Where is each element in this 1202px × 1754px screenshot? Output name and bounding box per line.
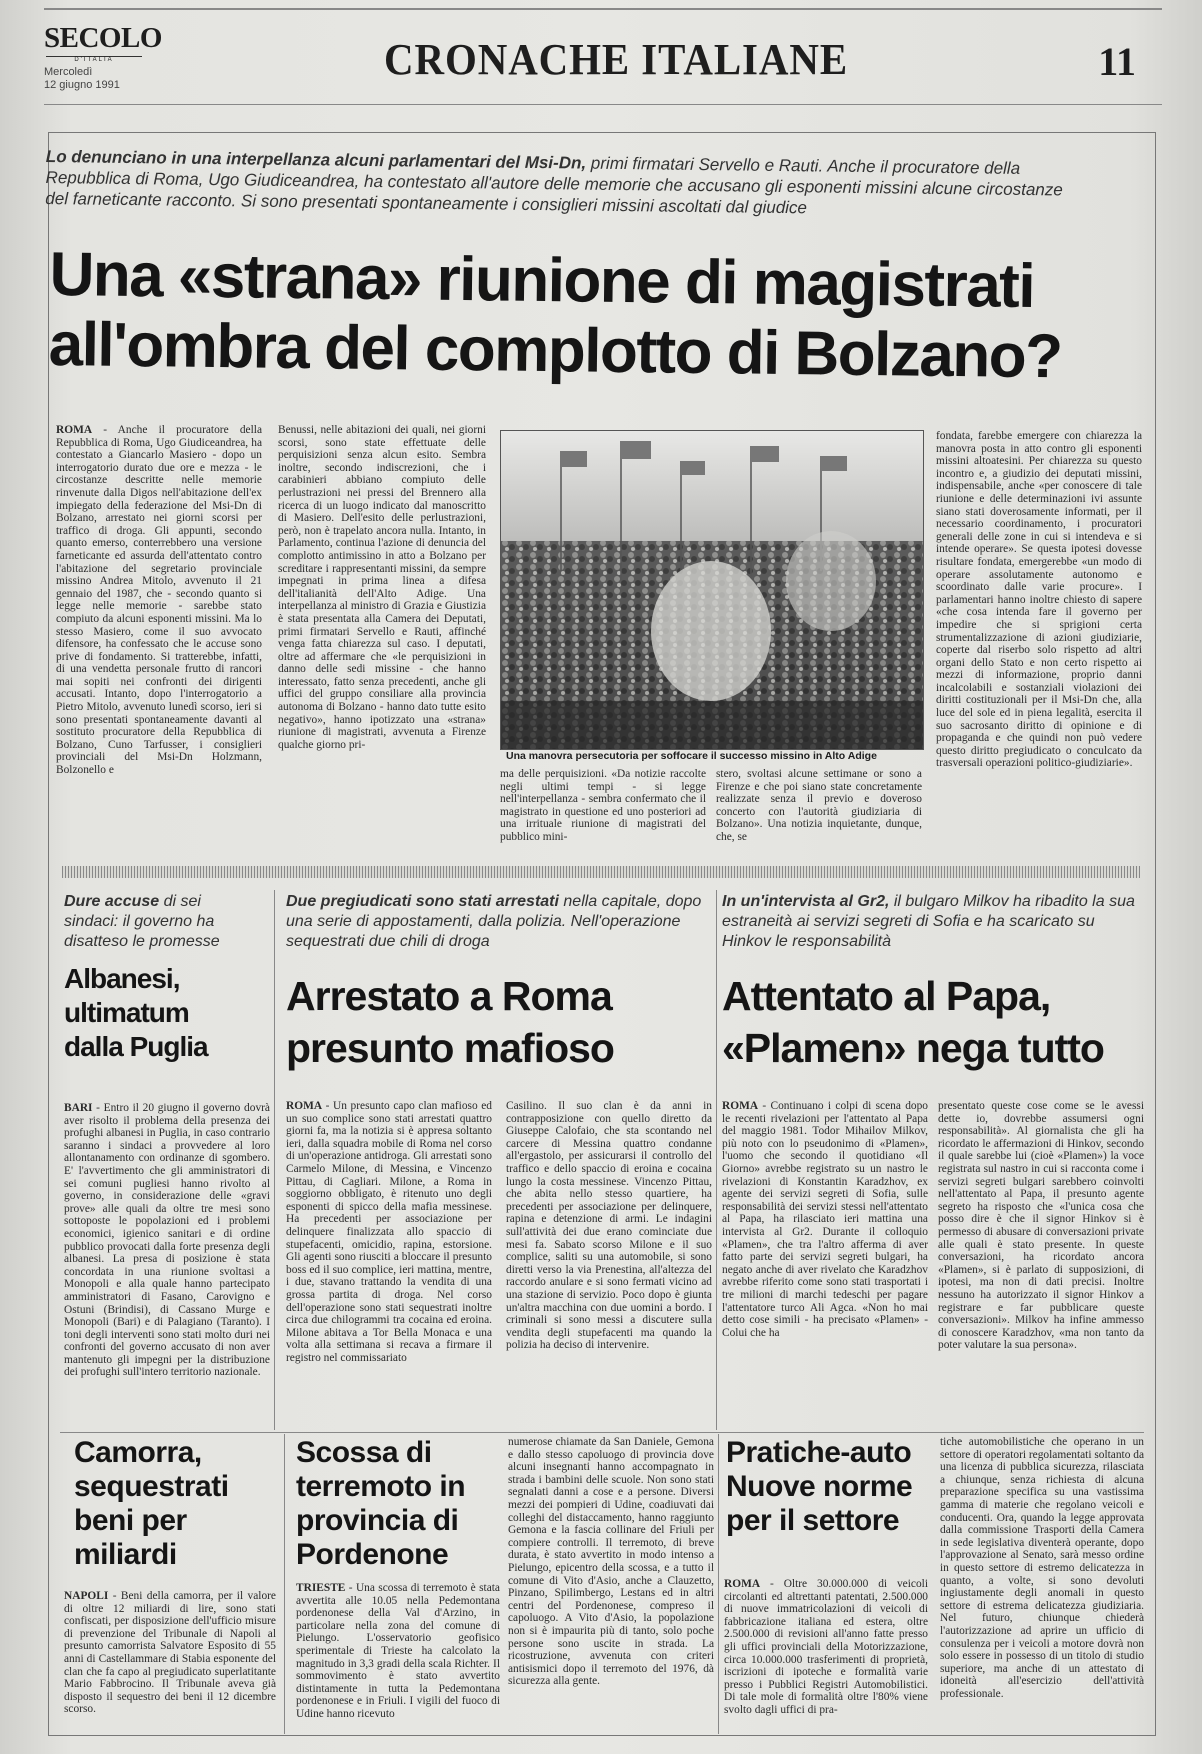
albanesi-headline: Albanesi, ultimatum dalla Puglia (64, 963, 208, 1062)
column-rule-2 (716, 890, 717, 1430)
lead-kicker (45, 146, 1086, 222)
pratiche-column-2 (940, 1436, 1144, 1734)
terremoto-headline: Scossa di terremoto in provincia di Pordenone (296, 1436, 466, 1571)
papa-kicker (722, 892, 1142, 952)
section-divider-band (62, 866, 1140, 878)
pratiche-column-1 (724, 1578, 928, 1734)
papa-column-1 (722, 1100, 928, 1428)
arresto-column-1-text: - Un presunto capo clan mafioso ed un suo complice sono stati arrestati quattro giorni fa, ma la notizia si è appresa soltanto ieri, dalla squadra mobile di Roma nel corso di un'operazione antidroga. Gli arrestati sono Carmelo Milone, di Messina, e Vincenzo Pittau, di Cagliari. Milone, a Roma in soggiorno obbligato, è ritenuto uno degli esponenti di spicco della mafia messinese. Ha precedenti per associazione per delinquere finalizzata allo spaccio di stupefacenti, omicidio, rapina, estorsione. Gli agenti sono riusciti a bloccare il presunto boss ed il suo complice, ieri mattina, mentre, i due, stavano trattando la vendita di una grossa partita di droga. Nel corso dell'operazione sono stati sequestrati inoltre circa due chilogrammi tra cocaina ed eroina. Milone abitava a Tor Bella Monaca e una volta alla settimana si recava a firmare il registro nel commissariato (286, 1100, 492, 1364)
terremoto-column-2-text: numerose chiamate da San Daniele, Gemona e dallo stesso capoluogo di provincia dove alcuni insegnanti hanno accompagnato in strada i bambini delle scuole. Non sono stati segnalati danni a cose e a persone. Diversi mezzi dei pompieri di Udine, coadiuvati dai colleghi del distaccamento, hanno raggiunto Gemona e la fascia collinare del Friuli per compiere controlli. Il terremoto, di breve durata, è stato avvertito in modo intenso a Pielungo, epicentro della scossa, e a tutto il comune di Vito d'Asio, anche a Clauzetto, Pinzano, Spilimbergo, Lestans ed in altri centri del Pordenonese, compreso il capoluogo. A Vito d'Asio, la popolazione non si è impaurita più di tanto, solo poche persone sono uscite in strada. La ricostruzione, avvenuta con criteri antisismici dopo il terremoto del 1976, dà sicurezza alla gente. (508, 1436, 714, 1688)
papa-headline-line-2: «Plamen» nega tutto (722, 1025, 1104, 1071)
papa-column-1-text: - Continuano i colpi di scena dopo le recenti rivelazioni per l'attentato al Papa del maggio 1981. Todor Mihailov Milkov, più noto con lo pseudonimo di «Plamen», l'uomo che secondo il quotidiano «Il Giorno» avrebbe registrato su un nastro le rivelazioni di Konstantin Karadzhov, ex agente dei servizi segreti di Sofia, sulle responsabilità dei servizi stessi nell'attentato al Papa, ha rilasciato ieri mattina una intervista al Gr2. Durante il colloquio «Plamen», che tra l'altro afferma di aver fatto parte dei servizi segreti bulgari, ha negato anche di aver rivelato che Karadzhov avrebbe riferito come sono stati trasportati i tre milioni di marchi tedeschi per pagare l'attentatore turco Ali Agca. «Non ho mai detto cose simili - ha precisato «Plamen» - Colui che ha (722, 1100, 928, 1339)
lead-column-3-text: ma delle perquisizioni. «Da notizie raccolte negli ultimi tempi - si legge nell'interpellanza - sembra confermato che il magistrato in questione ed uno posteriori ad una irrituale riunione di magistrati del pubblico mini- (500, 768, 706, 843)
papa-headline (722, 970, 1152, 1074)
papa-kicker-text: il bulgaro Milkov ha ribadito la sua estraneità ai servizi segreti di Sofia e ha scaricato su Hinkov le responsabilità (722, 893, 1135, 950)
camorra-headline: Camorra, sequestrati beni per miliardi (74, 1436, 229, 1571)
papa-dateline: ROMA (722, 1100, 759, 1112)
terremoto-column-2 (508, 1436, 714, 1734)
crowd-photo-icon (501, 431, 923, 749)
arresto-column-1 (286, 1100, 492, 1428)
lead-headline (48, 240, 1100, 393)
papa-kicker-bold: In un'intervista al Gr2, (722, 893, 890, 910)
arresto-kicker (286, 892, 706, 952)
issue-date (44, 66, 120, 92)
issue-day: 12 giugno 1991 (44, 79, 120, 91)
albanesi-kicker-text: di sei sindaci: il governo ha disatteso le promesse (64, 893, 220, 950)
lead-column-5 (936, 430, 1142, 852)
section-title: CRONACHE ITALIANE (384, 35, 849, 84)
masthead-rule (44, 104, 1162, 105)
column-rule-1 (274, 890, 275, 1430)
pratiche-column-1-text: - Oltre 30.000.000 di veicoli circolanti ed altrettanti patentati, 2.500.000 di nuove immatricolazioni di veicoli di fabbricazione italiana ed estera, oltre 2.500.000 di revisioni all'anno fatte presso gli uffici provinciali della Motorizzazione, circa 10.000.000 trasferimenti di proprietà, iscrizioni di ipoteche e formalità varie presso i Pubblici Registri Automobilistici. Di tale mole di formalità oltre l'80% viene svolto dagli uffici di pra- (724, 1578, 928, 1716)
terremoto-column-1-text: - Una scossa di terremoto è stata avvertita alle 10.05 nella Pedemontana pordenonese della Val d'Arzino, in particolare nella zona del comune di Pielungo. L'osservatorio geofisico sperimentale di Trieste ha calcolato la magnitudo in 3,3 gradi della scala Richter. Il sommovimento è stato avvertito distintamente in tutta la Pedemontana pordenonese e in Friuli. I vigili del fuoco di Udine hanno ricevuto (296, 1582, 500, 1720)
lead-headline-line-1: Una «strana» riunione di magistrati (49, 240, 1035, 322)
lead-column-5-text: fondata, farebbe emergere con chiarezza la manovra posta in atto contro gli esponenti missini altoatesini. Per chiarezza su questo incontro e, a giudizio dei deputati missini, indispensabile, anche «per conoscere di tale riunione e delle determinazioni ivi assunte siano stati doverosamente informati, per il necessario coordinamento, i procuratori generali delle zone in cui si intendeva e si intende operare». Se questa ipotesi dovesse risultare fondata, emergerebbe «un modo di operare assolutamente autonomo e scoordinato dalle varie procure». I parlamentari hanno inoltre chiesto di sapere «che cosa intenda fare il governo per impedire che si sprigioni certa strumentalizzazione di azioni giudiziarie, coperte dal riserbo solo rispetto ad altri organi dello Stato e non certo rispetto ai mezzi di informazione, proprio danni incalcolabili e sostanziali violazioni dei diritti costituzionali per il Msi-Dn che, alla luce del sole ed in piena legalità, esercita il suo sacrosanto diritto di opinione e di propaganda e che quindi non può vedere questo diritto pregiudicato o conculcato da trasversali operazioni politico-giudiziarie». (936, 430, 1142, 770)
arresto-column-2 (506, 1100, 712, 1428)
masthead (44, 20, 1144, 110)
lead-column-2 (278, 424, 486, 852)
camorra-body (64, 1590, 276, 1734)
papa-column-2 (938, 1100, 1144, 1428)
pratiche-dateline: ROMA (724, 1578, 761, 1590)
arresto-kicker-text: nella capitale, dopo una serie di appostamenti, dalla polizia. Nell'operazione sequestrati due chili di droga (286, 893, 702, 950)
lead-photo (500, 430, 924, 750)
arresto-headline-line-1: Arrestato a Roma (286, 973, 612, 1019)
page-number: 11 (1098, 39, 1136, 84)
pratiche-column-2-text: tiche automobilistiche che operano in un settore di operatori regolamentati soltanto da una licenza di pubblica sicurezza, rilasciata a chiunque, senza richiesta di alcuna preparazione specifica su una vastissima gamma di materie che regolano veicoli e conducenti. Ora, quando la legge approvata dalla commissione Trasporti della Camera in sede legislativa diventerà operante, dopo l'approvazione al Senato, sarà messo ordine in questo settore di estremo delicatezza in quanto, a volte, si sono devoluti ingiustamente degli anomali in questo settore di estrema delicatezza giudiziaria. Nel futuro, chiunque chiederà l'autorizzazione ad aprire un ufficio di consulenza per i veicoli a motore dovrà non solo essere in possesso di un titolo di studio superiore, ma anche di un attestato di idoneità all'esercizio dell'attività professionale. (940, 1436, 1144, 1700)
lead-column-4-text: stero, svoltasi alcune settimane or sono a Firenze e che poi siano state concretamente realizzate senza il previo e doveroso concerto con l'autorità giudiziaria di Bolzano». Una notizia inquietante, dunque, che, se (716, 768, 922, 843)
terremoto-column-1 (296, 1582, 500, 1734)
lead-column-1 (56, 424, 262, 852)
papa-column-2-text: presentato queste cose come se le avessi dette io, dovrebbe assumersi ogni responsabilità». Al giornalista che gli ha ricordato le affermazioni di Hinkov, secondo il quale sarebbe lui (cioè «Plamen») la voce registrata sul nastro in cui si racconta come i servizi segreti bulgari sarebbero coinvolti nell'attentato al Papa, il presunto agente segreto ha risposto che «l'unica cosa che posso dire è che il signor Hinkov si è permesso di abusare di conversazioni private alle quali è stato presente. In queste conversazioni, ha ricordato ancora «Plamen», si è parlato di supposizioni, di ipotesi, ma non di dati precisi. Inoltre nessuno ha autorizzato il signor Hinkov a registrare e far pubblicare queste conversazioni». Milkov ha infine ammesso di conoscere Karadzhov, «ma non tanto da poter valutare la sua persona». (938, 1100, 1144, 1352)
camorra-body-text: - Beni della camorra, per il valore di oltre 12 miliardi di lire, sono stati confiscati, per disposizione dell'ufficio misure di prevenzione del Tribunale di Napoli al presunto camorrista Salvatore Esposito di 55 anni di Castellammare di Stabia esponente del clan che fa capo al pregiudicato superlatitante Mario Fabbrocino. Il Tribunale aveva già disposto il sequestro dei beni il 12 dicembre scorso. (64, 1590, 276, 1716)
albanesi-dateline: BARI (64, 1102, 93, 1114)
papa-headline-line-1: Attentato al Papa, (722, 973, 1051, 1019)
arresto-column-2-text: Casilino. Il suo clan è da anni in contrapposizione con quello diretto da Giuseppe Calofaio, che sta scontando nel carcere di Messina quattro condanne all'ergastolo, per assicurarsi il controllo del traffico e dello spaccio di eroina e cocaina lungo la costa messinese. Vincenzo Pittau, che abita nello stesso quartiere, ha precedenti per associazione per delinquere, rapina e detenzione di armi. Le indagini sull'attività dei due erano cominciate due mesi fa. Sabato scorso Milone e il suo complice, saliti su una automobile, si sono diretti verso la via Prenestina, all'altezza del raccordo anulare e si sono fermati vicino ad una stazione di servizio. Poco dopo è giunta un'altra macchina con due uomini a bordo. I criminali si sono messi a discutere sulla vendita degli stupefacenti ma quando la polizia ha deciso di intervenire. (506, 1100, 712, 1352)
albanesi-body (64, 1102, 270, 1428)
camorra-dateline: NAPOLI (64, 1590, 109, 1602)
newspaper-logo: SECOLO (44, 22, 162, 54)
albanesi-kicker-bold: Dure accuse (64, 893, 160, 910)
photo-caption: Una manovra persecutoria per soffocare il successo missino in Alto Adige (506, 750, 877, 762)
albanesi-kicker (64, 892, 254, 952)
newspaper-logo-subtitle: D'ITALIA (46, 56, 142, 63)
bottom-section-rule (60, 1432, 1144, 1433)
pratiche-headline: Pratiche-auto Nuove norme per il settore (726, 1436, 913, 1537)
arresto-kicker-bold: Due pregiudicati sono stati arrestati (286, 893, 559, 910)
lead-kicker-text: primi firmatari Servello e Rauti. Anche il procuratore della Repubblica di Roma, Ugo Giudiceandrea, ha contestato all'autore delle memorie che accusano gli esponenti missini alcune circostanze del farneticante racconto. Si sono presentati spontaneamente i consiglieri missini ascoltati dal giudice (45, 153, 1063, 218)
lead-column-2-text: Benussi, nelle abitazioni dei quali, nei giorni scorsi, sono state effettuate delle perquisizioni senza alcun esito. Sembra inoltre, secondo indiscrezioni, che i carabinieri abbiano compiuto delle perlustrazioni nei pressi del Brennero alla ricerca di un luogo indicato dal manoscritto di Masiero. Dell'esito delle perlustrazioni, però, non è trapelato ancora nulla. Intanto, in Parlamento, continua l'azione di denuncia del complotto antimissino in atto a Bolzano per screditare i rappresentanti missini, da sempre impegnati in prima linea a difesa dell'italianità dell'Alto Adige. Una interpellanza al ministro di Grazia e Giustizia è stata presentata alla Camera dei Deputati, primi firmatari Servello e Rauti, affinché venga fatta chiarezza sul caso. I deputati, oltre ad affermare che «le perquisizioni in danno delle sedi missine - che hanno interessato, fatto senza precedenti, anche gli uffici del gruppo consiliare alla provincia autonoma di Bolzano - hanno dato tutte esito negativo», hanno ipotizzato una «strana» riunione di magistrati, avvenuta a Firenze qualche giorno pri- (278, 424, 486, 751)
lead-column-1-text: - Anche il procuratore della Repubblica di Roma, Ugo Giudiceandrea, ha contestato a Giancarlo Masiero - dopo un interrogatorio durato due ore e mezza - le circostanze descritte nelle memorie rinvenute dalla Digos nell'abitazione dell'ex impiegato della federazione del Msi-Dn di Bolzano, arrestato nei giorni scorsi per traffico di droga. Gli appunti, secondo quanto emerso, conterrebbero una versione farneticante ed assurda dell'attentato contro l'abitazione del segretario provinciale missino Andrea Mitolo, avvenuto il 21 gennaio del 1987, che - secondo quanto si legge nelle memorie - sarebbe stato compiuto da alcuni esponenti missini. Ma lo stesso Masiero, come il suo avvocato difensore, ha confessato che le accuse sono prive di fondamento. Si tratterebbe, infatti, di una vendetta personale frutto di rancori mai sopiti nei confronti dei dirigenti accusati. Intanto, dopo l'interrogatorio a Pietro Mitolo, avvenuto lunedì scorso, ieri si sono presentati spontaneamente davanti al sostituto procuratore della Repubblica di Bolzano, Cuno Tarfusser, i consiglieri provinciali del Msi-Dn Holzmann, Bolzonello e (56, 424, 262, 777)
arresto-dateline: ROMA (286, 1100, 323, 1112)
lead-column-3 (500, 768, 706, 852)
lead-column-4 (716, 768, 922, 852)
lead-dateline: ROMA (56, 424, 93, 436)
lead-headline-line-2: all'ombra del complotto di Bolzano? (48, 309, 1062, 392)
lead-kicker-bold: Lo denunciano in una interpellanza alcuni parlamentari del Msi-Dn, (45, 146, 587, 173)
issue-weekday: Mercoledì (44, 66, 93, 78)
column-rule-4 (718, 1434, 719, 1734)
top-rule (44, 8, 1162, 10)
albanesi-body-text: - Entro il 20 giugno il governo dovrà aver risolto il problema della presenza dei profughi albanesi in Puglia, in caso contrario saranno i sindaci a provvedere al loro allontanamento con ordinanze di sgombero. E' l'avvertimento che gli amministratori di sei comuni pugliesi hanno rivolto al governo, in considerazione delle «gravi prove» alle quali da oltre tre mesi sono sottoposte le popolazioni ed i problemi economici, igienico sanitari e di ordine pubblico provocati dalla forte presenza degli albanesi. La presa di posizione è stata concordata in una riunione svoltasi a Monopoli e alla quale hanno partecipato amministratori di Fasano, Carovigno e Ostuni (Brindisi), di Cassano Murge e Monopoli (Bari) e di Palagiano (Taranto). I toni degli interventi sono stati molto duri nei confronti del governo accusato di non aver mantenuto gli impegni per la distribuzione dei profughi sull'intero territorio nazionale. (64, 1102, 270, 1379)
terremoto-dateline: TRIESTE (296, 1582, 346, 1594)
arresto-headline-line-2: presunto mafioso (286, 1025, 614, 1071)
arresto-headline (286, 970, 716, 1074)
column-rule-3 (284, 1434, 285, 1734)
